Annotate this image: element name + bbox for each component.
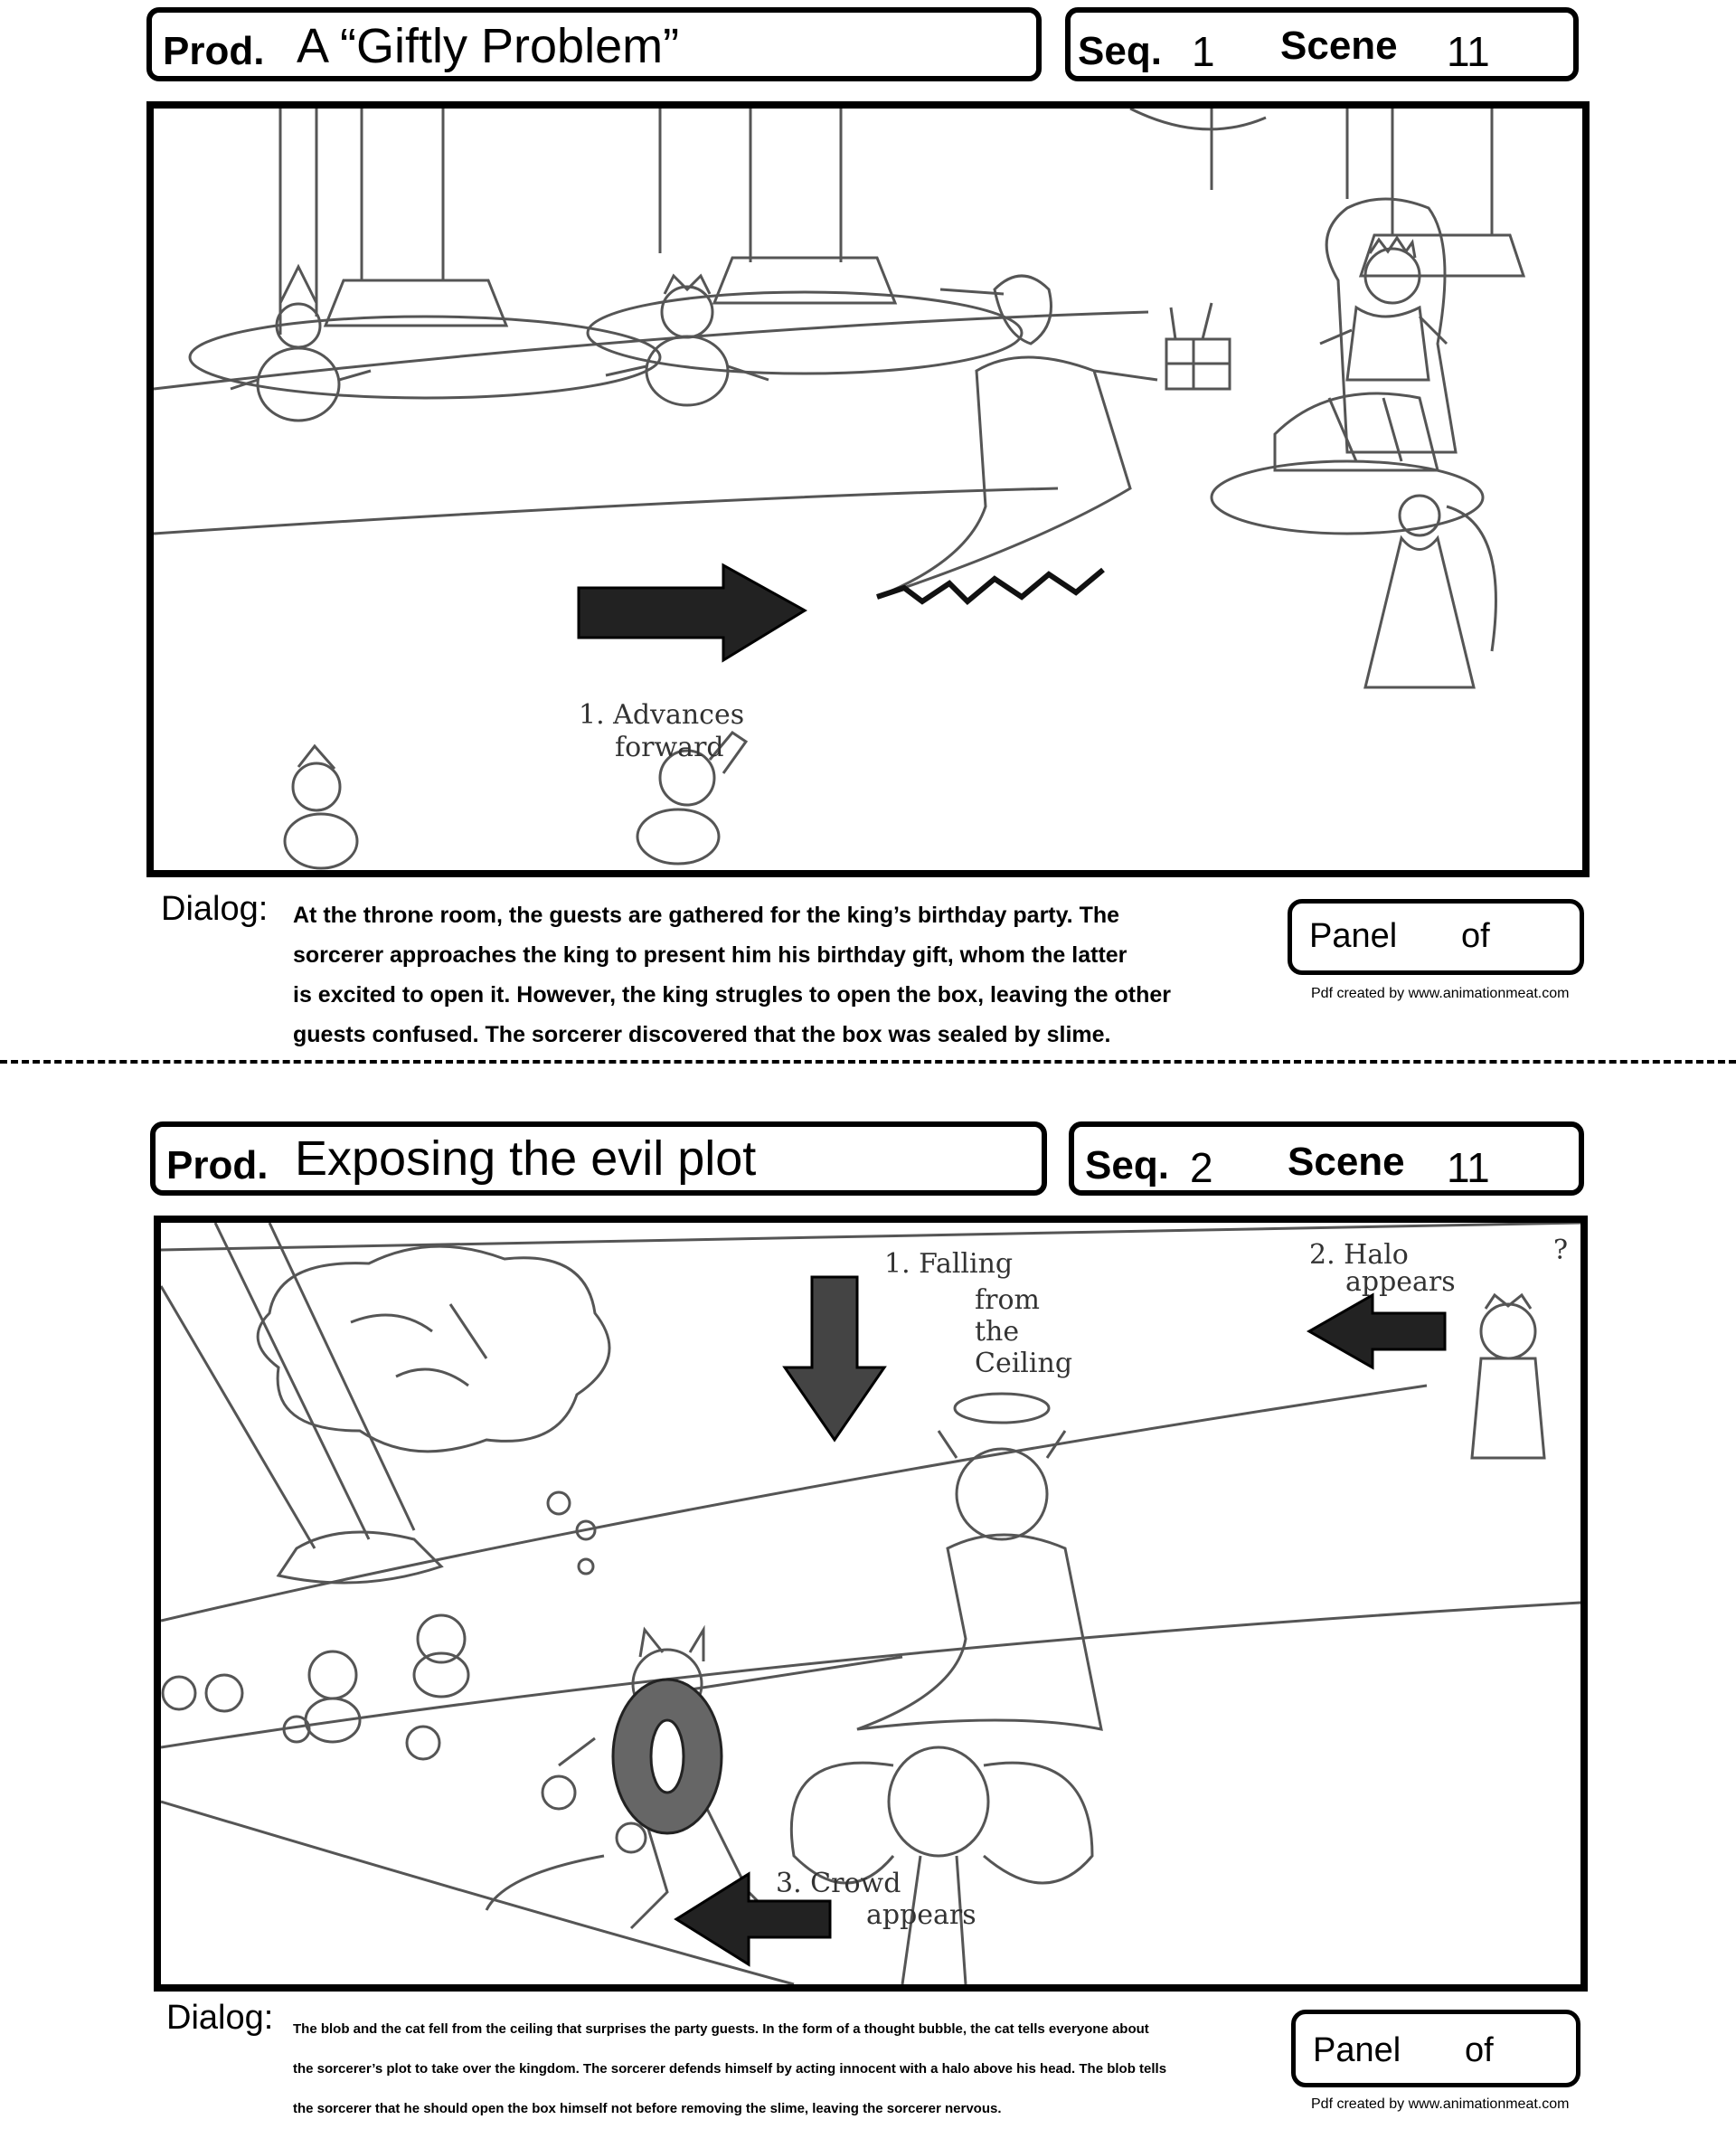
- credit-text: Pdf created by www.animationmeat.com: [1311, 2096, 1570, 2112]
- seq-label: Seq.: [1078, 29, 1162, 73]
- storyboard-frame: [154, 1216, 1588, 1992]
- dialog-line: sorcerer approaches the king to present him his birthday gift, whom the latter: [293, 942, 1127, 968]
- seq-value: 1: [1192, 28, 1215, 75]
- drawing-note-from: from: [975, 1284, 1040, 1316]
- drawing-note-the: the: [975, 1316, 1020, 1348]
- panel-of-label: of: [1465, 2031, 1494, 2069]
- throne-room-sketch: [154, 109, 1582, 870]
- dialog-text: [293, 895, 1288, 1055]
- scene-label: Scene: [1288, 1140, 1405, 1184]
- production-title: A “Giftly Problem”: [297, 19, 680, 73]
- dialog-line: is excited to open it. However, the king strugles to open the box, leaving the other: [293, 982, 1171, 1008]
- drawing-note-question: ?: [1553, 1235, 1569, 1266]
- panel-of-label: of: [1461, 917, 1490, 955]
- drawing-note-crowd: 3. Crowd: [776, 1868, 901, 1899]
- drawing-note-crowd-appears: appears: [866, 1899, 976, 1931]
- storyboard-frame: [146, 101, 1590, 877]
- dialog-label: Dialog:: [166, 1999, 274, 2037]
- exposing-plot-sketch: [161, 1223, 1580, 1984]
- scene-value: 11: [1447, 1144, 1490, 1191]
- dialog-line: At the throne room, the guests are gathered for the king’s birthday party. The: [293, 903, 1120, 928]
- drawing-note-ceiling: Ceiling: [975, 1348, 1073, 1379]
- dialog-text: [293, 2010, 1288, 2129]
- seq-value: 2: [1190, 1144, 1213, 1191]
- drawing-note-falling: 1. Falling: [884, 1248, 1014, 1280]
- drawing-note-halo: 2. Halo: [1309, 1239, 1409, 1271]
- dialog-label: Dialog:: [161, 890, 269, 928]
- dialog-line: guests confused. The sorcerer discovered that the box was sealed by slime.: [293, 1022, 1111, 1047]
- scene-label: Scene: [1280, 24, 1398, 68]
- dialog-line: the sorcerer’s plot to take over the kingdom. The sorcerer defends himself by acting innocent with a halo above his head. The blob tells: [293, 2061, 1167, 2077]
- drawing-note-2: forward: [615, 732, 724, 763]
- cut-line-divider: [0, 1060, 1736, 1064]
- panel-label: Panel: [1313, 2031, 1401, 2069]
- production-title: Exposing the evil plot: [295, 1131, 757, 1186]
- dialog-line: The blob and the cat fell from the ceiling that surprises the party guests. In the form of a thought bubble, the cat tells everyone about: [293, 2021, 1149, 2037]
- dialog-line: the sorcerer that he should open the box himself not before removing the slime, leaving the sorcerer nervous.: [293, 2101, 1002, 2116]
- prod-label: Prod.: [163, 29, 265, 73]
- seq-label: Seq.: [1085, 1143, 1169, 1188]
- credit-text: Pdf created by www.animationmeat.com: [1311, 986, 1570, 1001]
- drawing-note-1: 1. Advances: [579, 699, 745, 731]
- prod-label: Prod.: [166, 1143, 269, 1188]
- panel-label: Panel: [1309, 917, 1398, 955]
- drawing-note-appears: appears: [1345, 1266, 1456, 1298]
- scene-value: 11: [1447, 28, 1490, 75]
